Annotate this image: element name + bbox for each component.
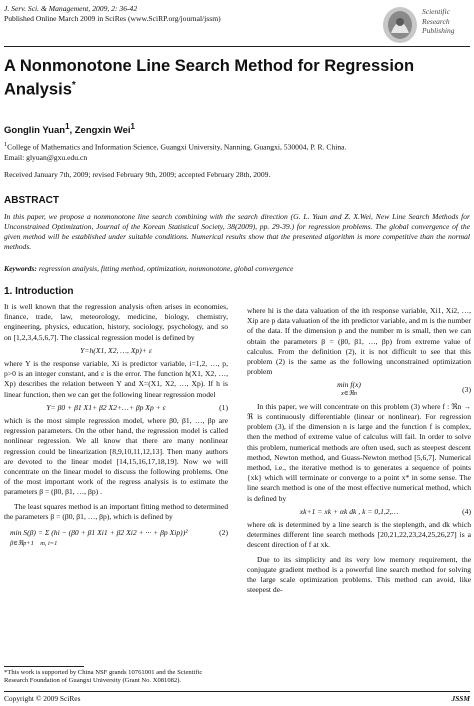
author-name: Zengxin Wei xyxy=(74,125,131,137)
left-column xyxy=(4,302,228,549)
equation-3: min f(x) x∈ℜn (3) xyxy=(337,380,471,397)
journal-abbreviation: JSSM xyxy=(451,694,470,703)
paragraph: In this paper, we will concentrate on this problem (3) where f : ℜn → ℜ is continuously differentiable (linear or nonlinear). For regression problem (3), if the dimension n is large and the function f is complex, then the method of extreme value of calculus will fail. In order to solve this problem, numerical methods are often used, such as steepest descent method, Newton method, and Guass-Newton method [5,6,7]. Numerical method, i.e., the iterative method is to generates a sequence of points {xk} which will terminate or converge to a point x* in some sense. The line search method is one of the most effective numerical method, which is defined by xyxy=(247,401,471,503)
equation-1: Y= β0 + β1 X1+ β2 X2+…+ βp Xp + ε (1) xyxy=(46,402,228,412)
abstract-text: In this paper, we propose a nonmonotone line search combining with the search direction (G. L. Yuan and Z. X.Wei, New Line Search Methods for Unconstrained Optimization, Journal of the Korean Statistical Society, 38(2009), pp. 29-39.) for regression problems. The global convergence of the given method will be established under suitable conditions. Numerical results show that the presented algorithm is more competitive than the normal methods. xyxy=(4,212,470,251)
paragraph: It is well known that the regression analysis often arises in economies, finance, trade, law, meteorology, medicine, biology, chemistry, engineering, physics, education, history, sociology, psychology, and so on [1,2,3,4,5,6,7]. The classical regression model is defined by xyxy=(4,302,228,342)
abstract-heading: ABSTRACT xyxy=(4,195,59,206)
running-header xyxy=(4,4,364,24)
right-column xyxy=(247,306,471,595)
paragraph: where hi is the data valuation of the ith response variable, Xi1, Xi2, …, Xip are p data valuation of the ith predictor variable, and m is the number of the data. If the dimension p and the number m is small, then we can obtain the parameters β = (β0, β1, …, βp) from extreme value of calculus. From the definition (2), it is not difficult to see that this problem (2) is the same as the following unconstrained optimization problem xyxy=(247,306,471,377)
publisher-logo xyxy=(381,3,471,51)
section-heading-introduction: 1. Introduction xyxy=(4,286,74,297)
publisher-name: Scientific Research Publishing xyxy=(422,7,455,35)
keywords: Keywords: regression analysis, fitting method, optimization, nonmonotone, global convergence xyxy=(4,264,294,273)
paragraph: where αk is determined by a line search is the steplength, and dk which determines different line search methods [20,21,22,23,24,25,26,27] is a descent direction of f at xk. xyxy=(247,520,471,550)
equation-2-subscript: β∈ℜp+1 m, i=1 xyxy=(10,540,58,548)
funding-footnote: *This work is supported by China NSF grands 10761001 and the Scientific Research Foundation of Guangxi University (Grant No. X081082). xyxy=(4,669,203,684)
equation-model: Y=h(X1, X2, …, Xp)+ ε xyxy=(80,345,152,355)
publisher-emblem-icon xyxy=(381,5,419,45)
paragraph: Due to its simplicity and its very low memory requirement, the conjugate gradient method is a powerful line search method for solving the large scale optimization problems. This method can avoid, like steepest de- xyxy=(247,554,471,595)
equation-4: xk+1 = xk + αk dk , k = 0,1,2,… (4) xyxy=(299,506,471,516)
paper-title: A Nonmonotone Line Search Method for Regression Analysis* xyxy=(4,57,415,99)
paragraph: which is the most simple regression model, where β0, β1, …, βp are regression parameters. On the other hand, the regression model is called nonlinear regression. We all know that there are many nonlinear regression could be linearization [8,9,10,11,12,13]. Then many authors are devoted to the linear model [14,15,16,17,18,19]. Now we will concentrate on the linear model to discuss the following problems. One of the most important work of the regress analysis is to estimate the parameters β = (β0, β1, …, βp) . xyxy=(4,416,228,497)
received-dates: Received January 7th, 2009; revised February 9th, 2009; accepted February 28th, 2009. xyxy=(4,170,271,179)
header-divider xyxy=(4,46,470,47)
published-online-line: Published Online March 2009 in SciRes (www.SciRP.org/journal/jssm) xyxy=(4,14,221,23)
author-list: Gonglin Yuan$^1$, Zengxin Wei$^1$ xyxy=(4,122,135,137)
author-email[interactable]: Email: glyuan@gxu.edu.cn xyxy=(4,152,88,162)
paragraph: The least squares method is an important fitting method to determined the parameters β = (β0, β1, …, βp), which is defined by xyxy=(4,501,228,521)
paragraph: where Y is the response variable, Xi is predictor variable, i=1,2, …, p, p>0 is an integer constant, and ε is the error. The function h(X1, X2, …, Xp) describes the relation between Y and X=(X1, X2, …, Xp). If h is linear function, then we can get the following linear regression model xyxy=(4,359,228,399)
journal-citation: J. Serv. Sci. & Management, 2009, 2: 36-42 xyxy=(4,4,138,13)
affiliation: $^1$College of Mathematics and Information Science, Guangxi University, Nanning, Guangxi, 530004, P. R. China. Email: glyuan@gxu.edu.cn xyxy=(4,140,470,163)
author-name: Gonglin Yuan xyxy=(4,125,66,137)
copyright-notice: Copyright © 2009 SciRes xyxy=(4,694,81,703)
footer-divider xyxy=(4,691,470,692)
footnote-divider xyxy=(4,666,84,667)
equation-2: min S(β) = Σ (hi − (β0 + β1 Xi1 + β2 Xi2 + ··· + βp Xip))² (2) xyxy=(10,528,228,538)
